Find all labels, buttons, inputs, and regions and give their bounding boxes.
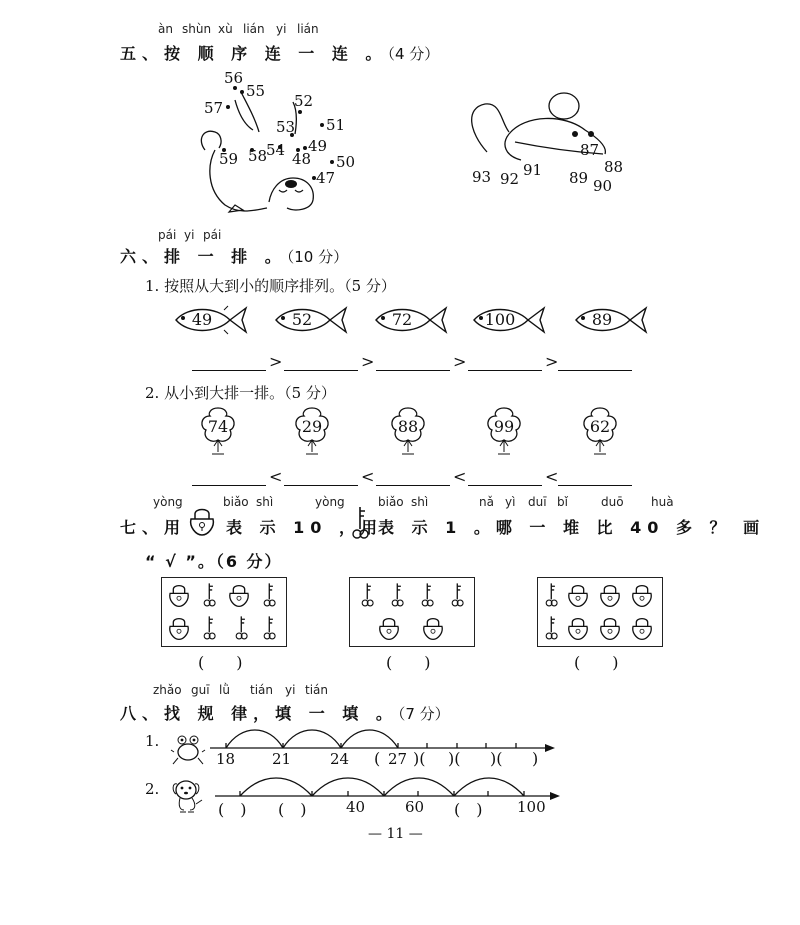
- key-icon: [262, 581, 278, 613]
- section7-line2: “ √ ”。（6 分）: [145, 552, 283, 571]
- answer-blank-q1-5[interactable]: [558, 370, 632, 371]
- section5-score: （4 分）: [387, 45, 440, 63]
- greater-sign-4: >: [545, 352, 559, 371]
- key-icon: [202, 614, 218, 646]
- numberline1-blank-close-1[interactable]: )(: [413, 749, 426, 768]
- section6-title-text: 六、排 一 排 。: [120, 247, 287, 266]
- numberline1-value-4: 27: [388, 750, 408, 768]
- lock-icon: [420, 614, 446, 646]
- dog-icon: [168, 776, 208, 820]
- greater-sign-1: >: [269, 352, 283, 371]
- mouse-label-93: 93: [472, 168, 492, 186]
- section5-pinyin-4: lián: [243, 22, 265, 36]
- section5-pinyin-1: àn: [158, 22, 173, 36]
- fish-number-5: 89: [591, 310, 613, 329]
- lock-icon: [597, 581, 623, 613]
- dog-label-47: 47: [316, 169, 336, 187]
- less-sign-2: <: [361, 467, 375, 486]
- section8-title-text: 八、找 规 律，填 一 填 。: [120, 704, 398, 723]
- section7-line1-end: 表 示 1 。哪 一 堆 比 40 多 ？ 画: [378, 518, 766, 537]
- pile-box-2[interactable]: [349, 577, 475, 647]
- answer-blank-q1-1[interactable]: [192, 370, 266, 371]
- key-icon: [350, 505, 372, 545]
- tree-number-4: 99: [493, 417, 515, 436]
- dog-label-56: 56: [224, 69, 244, 87]
- section7-pinyin-10: bǐ: [557, 495, 568, 509]
- answer-blank-q2-1[interactable]: [192, 485, 266, 486]
- section8-q2-label: 2.: [145, 780, 160, 798]
- dot-50: [330, 160, 334, 164]
- numberline1-value-1: 18: [216, 750, 236, 768]
- mouse-label-92: 92: [500, 170, 520, 188]
- fish-number-1: 49: [191, 310, 213, 329]
- dog-label-50: 50: [336, 153, 356, 171]
- number-line-1: [205, 722, 560, 758]
- dot-55: [240, 90, 244, 94]
- dot-51: [320, 123, 324, 127]
- numberline1-blank-close-3[interactable]: )(: [490, 749, 503, 768]
- section7-pinyin-3: shì: [256, 495, 274, 509]
- dog-label-53: 53: [276, 118, 296, 136]
- key-icon: [234, 614, 250, 646]
- section6-pinyin-3: pái: [203, 228, 222, 242]
- lock-icon: [166, 614, 192, 646]
- answer-blank-q1-2[interactable]: [284, 370, 358, 371]
- mouse-label-88: 88: [604, 158, 624, 176]
- less-sign-3: <: [453, 467, 467, 486]
- mouse-label-89: 89: [569, 169, 589, 187]
- key-icon: [262, 614, 278, 646]
- section7-pinyin-4: yòng: [315, 495, 345, 509]
- section6-q2-label: 2. 从小到大排一排。（5 分）: [145, 384, 336, 402]
- lock-icon: [629, 614, 655, 646]
- less-sign-4: <: [545, 467, 559, 486]
- section8-pinyin-3: lǜ: [219, 683, 230, 697]
- pile-box-1[interactable]: [161, 577, 287, 647]
- dot-57: [226, 105, 230, 109]
- lock-icon: [629, 581, 655, 613]
- dog-label-59: 59: [219, 150, 239, 168]
- answer-blank-q2-5[interactable]: [558, 485, 632, 486]
- dog-label-55: 55: [246, 82, 266, 100]
- numberline2-blank-2[interactable]: ( ): [278, 800, 307, 819]
- numberline2-blank-3[interactable]: ( ): [454, 800, 483, 819]
- section5-pinyin-5: yi: [276, 22, 287, 36]
- section8-pinyin-6: tián: [305, 683, 328, 697]
- section6-score: （10 分）: [286, 248, 349, 266]
- mouse-label-91: 91: [523, 161, 543, 179]
- section7-pinyin-1: yòng: [153, 495, 183, 509]
- greater-sign-3: >: [453, 352, 467, 371]
- lock-icon: [376, 614, 402, 646]
- section8-score: （7 分）: [397, 705, 450, 723]
- tree-number-3: 88: [397, 417, 419, 436]
- section7-line1-middle: 表 示 10 ，用: [226, 518, 383, 537]
- dog-label-58: 58: [248, 147, 268, 165]
- answer-blank-q2-4[interactable]: [468, 485, 542, 486]
- frog-icon: [170, 730, 206, 770]
- numberline1-blank-close-2[interactable]: )(: [448, 749, 461, 768]
- section8-title: [120, 701, 450, 724]
- pile-box-3[interactable]: [537, 577, 663, 647]
- lock-icon: [597, 614, 623, 646]
- tree-number-1: 74: [207, 417, 229, 436]
- fish-number-2: 52: [291, 310, 313, 329]
- lock-icon: [226, 581, 252, 613]
- fish-number-4: 100: [484, 310, 516, 329]
- answer-blank-q2-3[interactable]: [376, 485, 450, 486]
- section8-pinyin-1: zhǎo: [153, 683, 182, 697]
- tree-number-2: 29: [301, 417, 323, 436]
- dog-label-49: 49: [308, 137, 328, 155]
- key-icon: [360, 581, 376, 613]
- section7-pinyin-5: biǎo: [378, 495, 404, 509]
- numberline1-value-3: 24: [330, 750, 350, 768]
- section5-pinyin-2: shùn: [182, 22, 212, 36]
- section7-pinyin-7: nǎ: [479, 495, 494, 509]
- section8-pinyin-2: guī: [191, 683, 210, 697]
- section5-title: [120, 41, 439, 64]
- numberline2-value-2: 60: [405, 798, 425, 816]
- dog-label-52: 52: [294, 92, 314, 110]
- numberline1-blank-close-4[interactable]: ): [532, 749, 539, 768]
- answer-paren-2[interactable]: ( ): [386, 653, 431, 672]
- answer-paren-3[interactable]: ( ): [574, 653, 619, 672]
- numberline1-value-2: 21: [272, 750, 292, 768]
- section7-pinyin-6: shì: [411, 495, 429, 509]
- key-icon: [390, 581, 406, 613]
- key-icon: [202, 581, 218, 613]
- section5-pinyin-3: xù: [218, 22, 233, 36]
- numberline2-value-3: 100: [517, 798, 546, 816]
- section7-pinyin-11: duō: [601, 495, 624, 509]
- section7-pinyin-2: biǎo: [223, 495, 249, 509]
- numberline2-value-1: 40: [346, 798, 366, 816]
- lock-icon: [186, 505, 218, 541]
- section7-pinyin-9: duī: [528, 495, 547, 509]
- section7-pinyin-12: huà: [651, 495, 674, 509]
- key-icon: [544, 614, 560, 646]
- key-icon: [450, 581, 466, 613]
- tree-number-5: 62: [589, 417, 611, 436]
- less-sign-1: <: [269, 467, 283, 486]
- dog-label-54: 54: [266, 141, 286, 159]
- numberline2-blank-1[interactable]: ( ): [218, 800, 247, 819]
- fish-number-3: 72: [391, 310, 413, 329]
- section6-q1-label: 1. 按照从大到小的顺序排列。（5 分）: [145, 277, 396, 295]
- section8-pinyin-4: tián: [250, 683, 273, 697]
- answer-blank-q1-4[interactable]: [468, 370, 542, 371]
- number-line-2: [210, 770, 565, 806]
- dog-label-57: 57: [204, 99, 224, 117]
- mouse-label-90: 90: [593, 177, 613, 195]
- answer-paren-1[interactable]: ( ): [198, 653, 243, 672]
- key-icon: [420, 581, 436, 613]
- lock-icon: [565, 581, 591, 613]
- section7-line1-start: 七、用: [120, 518, 187, 537]
- mouse-label-87: 87: [580, 141, 600, 159]
- numberline1-blank-1[interactable]: (: [374, 749, 381, 768]
- dot-52: [298, 110, 302, 114]
- greater-sign-2: >: [361, 352, 375, 371]
- lock-icon: [166, 581, 192, 613]
- key-icon: [544, 581, 560, 613]
- section6-pinyin-2: yi: [184, 228, 195, 242]
- dog-label-48: 48: [292, 150, 312, 168]
- section8-q1-label: 1.: [145, 732, 160, 750]
- page-number: — 11 —: [368, 826, 423, 842]
- section8-pinyin-5: yi: [285, 683, 296, 697]
- dog-label-51: 51: [326, 116, 346, 134]
- answer-blank-q1-3[interactable]: [376, 370, 450, 371]
- section7-pinyin-8: yì: [505, 495, 516, 509]
- section5-pinyin-6: lián: [297, 22, 319, 36]
- section6-title: [120, 244, 348, 267]
- section6-pinyin-1: pái: [158, 228, 177, 242]
- answer-blank-q2-2[interactable]: [284, 485, 358, 486]
- lock-icon: [565, 614, 591, 646]
- section5-title-text: 五、按 顺 序 连 一 连 。: [120, 44, 388, 63]
